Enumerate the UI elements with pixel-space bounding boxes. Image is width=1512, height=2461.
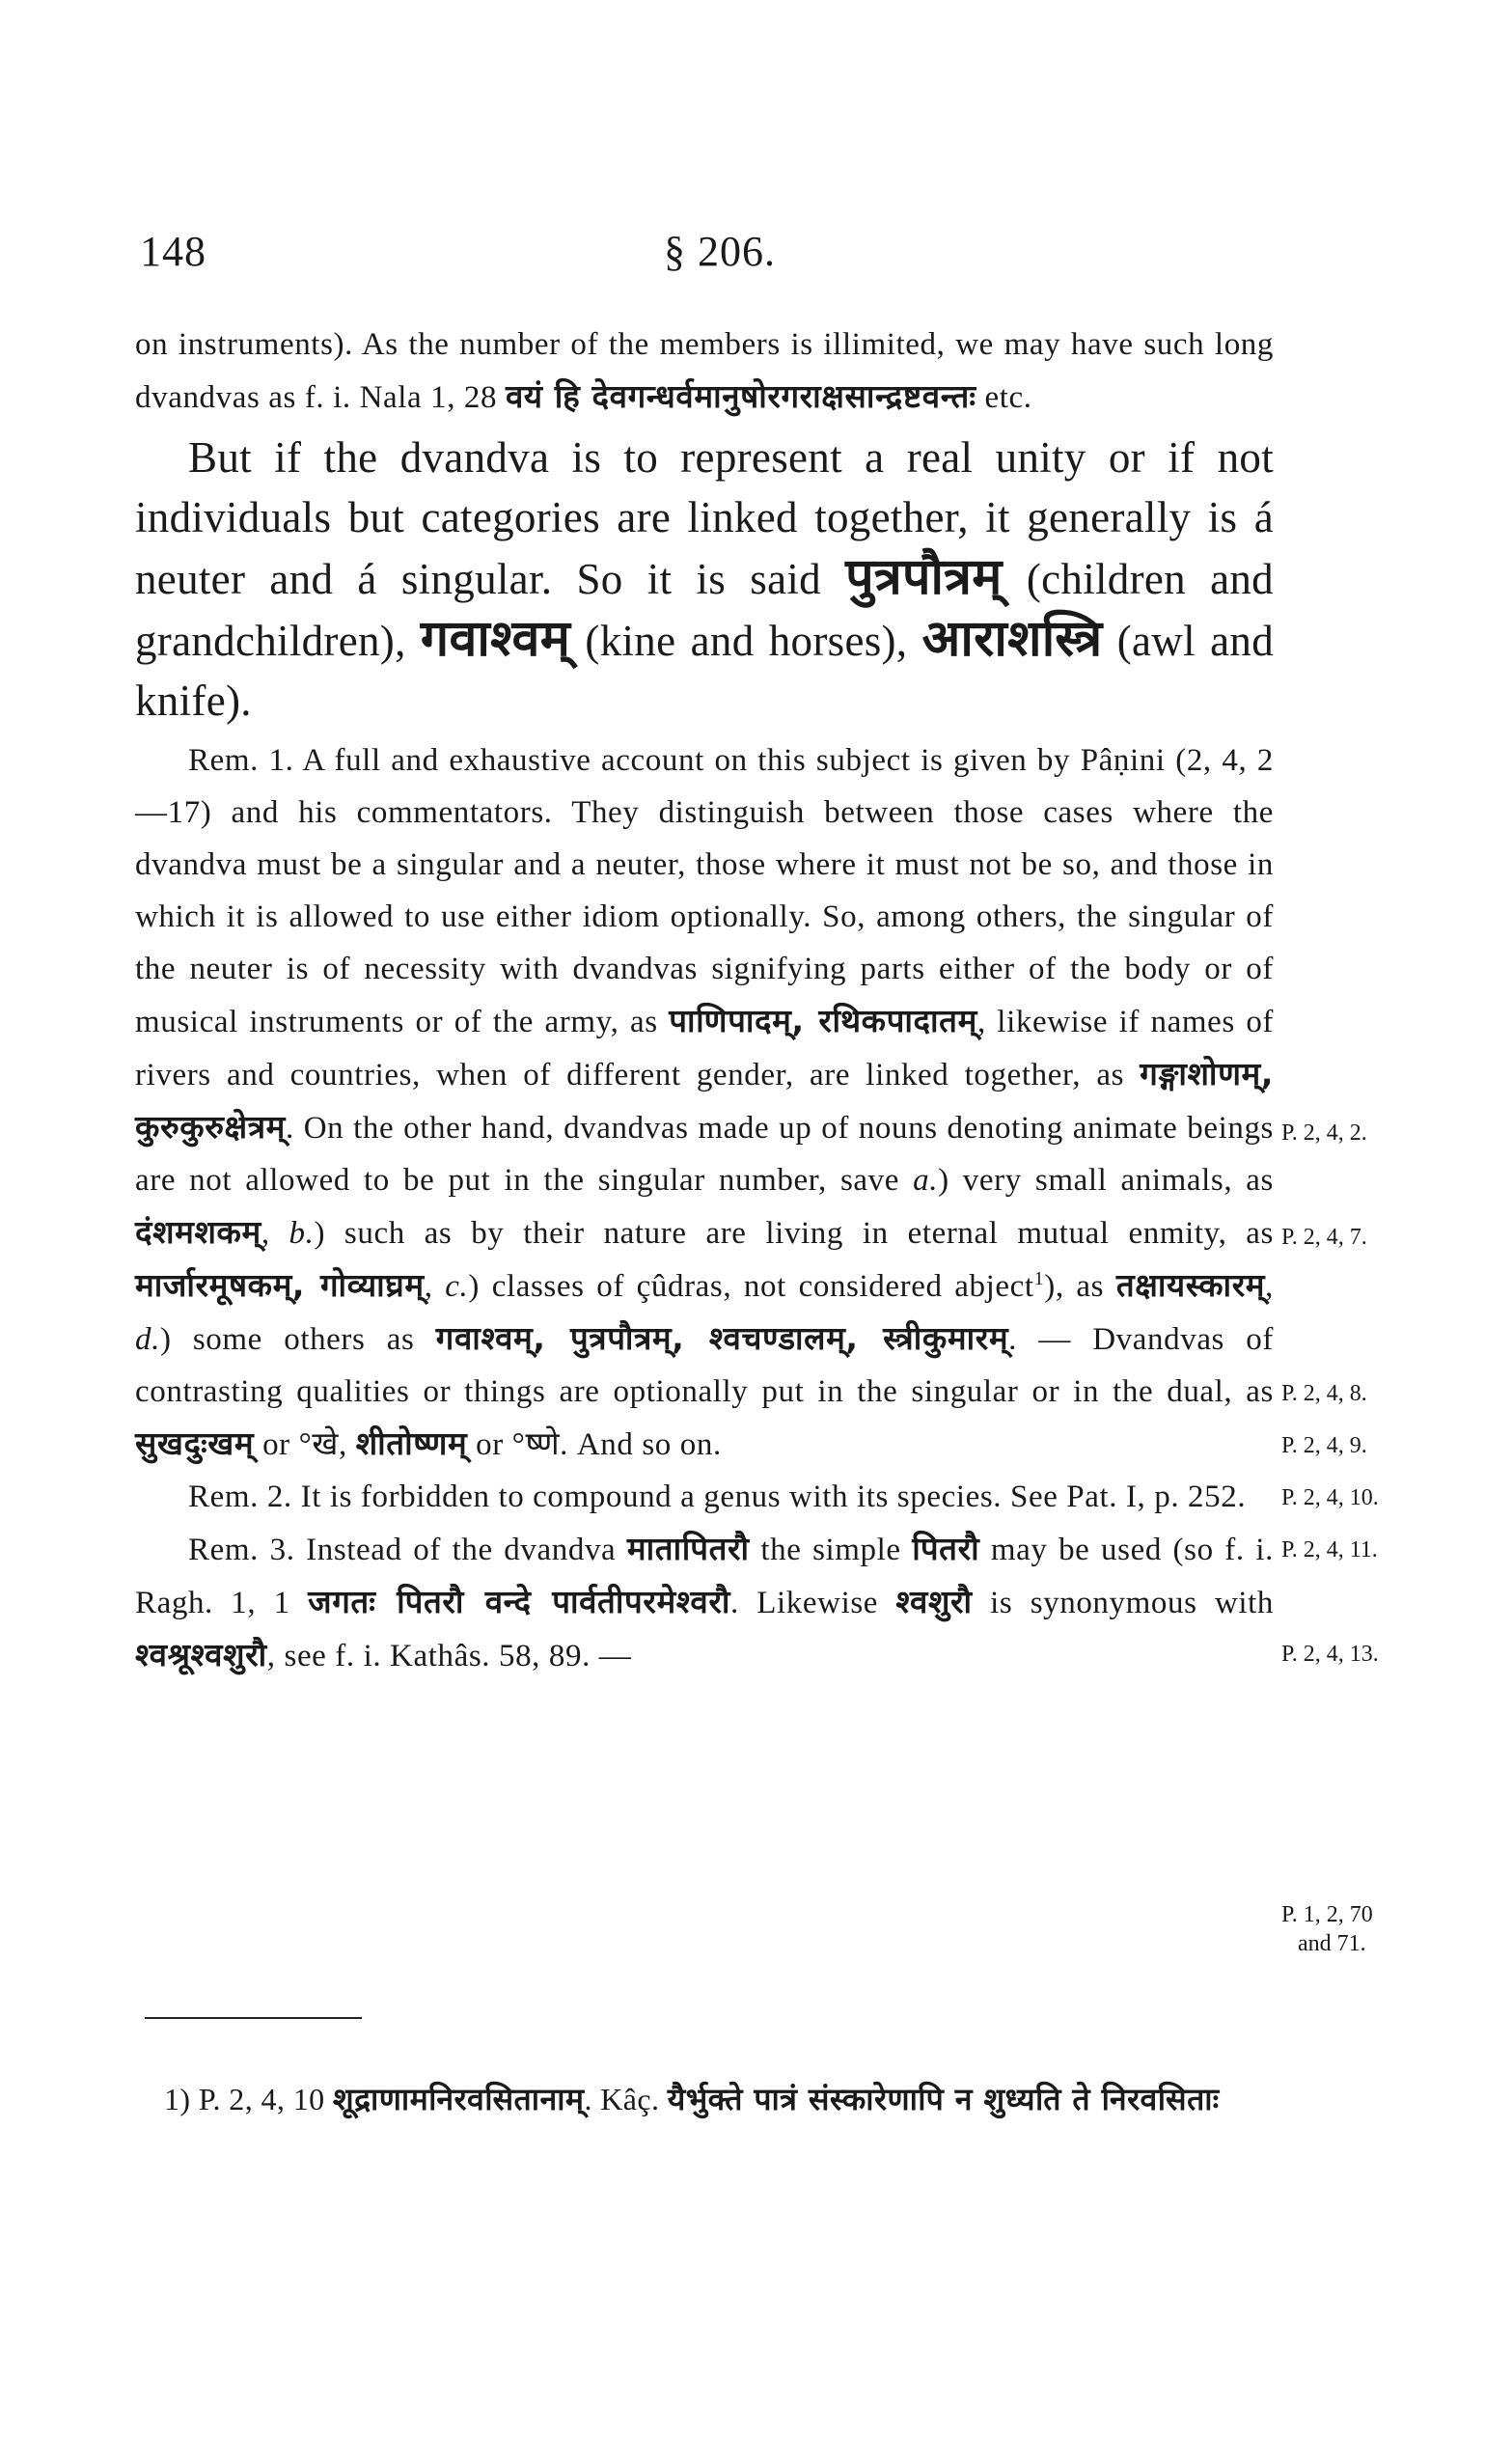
sanskrit-text: पाणिपादम्, रथिकपादातम् [669, 1002, 977, 1039]
remark-3 [135, 1523, 1274, 1682]
margin-reference: P. 2, 4, 7. [1281, 1225, 1367, 1250]
margin-reference: P. 2, 4, 13. [1281, 1642, 1379, 1667]
text-run: or °खे, [254, 1427, 356, 1462]
margin-reference: P. 2, 4, 9. [1281, 1433, 1367, 1458]
text-run: , likewise if names of rivers and countries, when of different gender, are linked together, as [135, 1005, 1275, 1092]
sanskrit-text: शूद्राणामनिरवसितानाम् [332, 2081, 585, 2117]
margin-reference: P. 2, 4, 11. [1281, 1537, 1378, 1562]
margin-reference: P. 1, 2, 70 [1281, 1902, 1373, 1927]
margin-reference: P. 2, 4, 2. [1281, 1120, 1367, 1146]
text-run: , [1265, 1269, 1274, 1304]
remark-1 [135, 734, 1274, 1471]
text-run: , see f. i. Kathâs. 58, 89. — [266, 1639, 632, 1673]
text-run: on instruments). As the number of the members is illimited, we may have such long dvandvas as f. i. Nala 1, 28 [135, 327, 1274, 415]
margin-reference: P. 2, 4, 8. [1281, 1381, 1367, 1406]
footnote-ref[interactable]: 1 [1033, 1268, 1045, 1289]
margin-reference: and 71. [1298, 1931, 1366, 1956]
sanskrit-text: मातापितरौ [626, 1530, 750, 1567]
text-run: may be used (so f. i. Ragh. 1, 1 [135, 1533, 1274, 1620]
sanskrit-text: शीतोष्णम् [355, 1424, 468, 1462]
text-run: . — Dvandvas of contrasting qualities or things are optionally put in the singular or in the dual, as [135, 1322, 1274, 1409]
text-run: , [424, 1269, 446, 1304]
sanskrit-text: श्वश्रूश्वशुरौ [135, 1636, 267, 1673]
list-marker: d. [135, 1322, 160, 1357]
text-run: (kine and horses), [570, 617, 922, 665]
sanskrit-text: श्वशुरौ [895, 1583, 973, 1620]
sanskrit-text: तक्षायस्कारम् [1115, 1266, 1266, 1304]
list-marker: a. [913, 1163, 939, 1198]
text-run: . On the other hand, dvandvas made up of nouns denoting animate beings are not allowed to be put in the singular number, save [135, 1111, 1274, 1198]
text-run: . Kâç. [584, 2082, 668, 2116]
sanskrit-text: गङ्गाशोणम्, कुरुकुरुक्षेत्रम् [135, 1055, 1274, 1146]
text-run: Rem. 1. A full and exhaustive account on this subject is given by Pâṇini (2, 4, 2—17) and his commentators. They distinguish between those cases where the dvandva must be a singular and a neuter, those where it must not be so, and those in which it is allowed to use either idiom optionally. So, among others, the singular of the neuter is of necessity with dvandvas signifying parts either of the body or of musical instruments or of the army, as [135, 743, 1274, 1039]
text-run: (awl and knife). [135, 617, 1275, 725]
text-run: ) classes of çûdras, not considered abject [468, 1269, 1034, 1304]
sanskrit-text: गवाश्वम् [420, 610, 571, 668]
sanskrit-text: आराशस्त्रि [921, 610, 1103, 668]
footnote [164, 2073, 1274, 2125]
sanskrit-text: जगतः पितरौ वन्दे पार्वतीपरमेश्वरौ [308, 1583, 731, 1620]
text-run: , [261, 1216, 289, 1251]
text-run: . Likewise [730, 1586, 896, 1620]
page-number: 148 [140, 228, 206, 275]
text-run: ) such as by their nature are living in eternal mutual enmity, as [314, 1216, 1274, 1251]
remark-2 [135, 1471, 1274, 1523]
text-run: ) some others as [159, 1322, 436, 1357]
paragraph-continuation [135, 318, 1274, 424]
text-run: the simple [749, 1533, 913, 1567]
text-run: or °ष्णे. And so on. [467, 1427, 722, 1462]
sanskrit-text: वयं हि देवगन्धर्वमानुषोरगराक्षसान्द्रष्टवन्तः [505, 377, 976, 415]
text-run: is synonymous with [972, 1586, 1275, 1620]
text-run: etc. [976, 380, 1032, 415]
sanskrit-text: मार्जारमूषकम्, गोव्याघ्रम् [135, 1266, 425, 1304]
text-run: But if the dvandva is to represent a real unity or if not individuals but categories are linked together, it generally is á neuter and á singular. So it is said [135, 433, 1274, 603]
text-run: ) very small animals, as [938, 1163, 1274, 1198]
text-run: 1) P. 2, 4, 10 [164, 2082, 333, 2116]
sanskrit-text: यैर्भुक्ते पात्रं संस्कारेणापि न शुध्यति ते निरवसिताः [667, 2081, 1220, 2117]
text-run: (children and grandchildren), [135, 555, 1274, 665]
text-run: Rem. 2. It is forbidden to compound a genus with its species. See Pat. I, p. 252. [188, 1479, 1247, 1514]
footnote-divider [145, 2017, 362, 2019]
list-marker: c. [445, 1269, 469, 1304]
margin-reference: P. 2, 4, 10. [1281, 1485, 1379, 1510]
text-run: ), as [1044, 1269, 1116, 1304]
sanskrit-text: पुत्रपौत्रम् [845, 548, 1003, 606]
sanskrit-text: गवाश्वम्, पुत्रपौत्रम्, श्वचण्डालम्, स्त्रीकुमारम् [435, 1319, 1009, 1357]
sanskrit-text: सुखदुःखम् [135, 1424, 255, 1462]
paragraph-main [135, 428, 1274, 731]
section-header: § 206. [664, 228, 776, 275]
sanskrit-text: पितरौ [912, 1530, 980, 1567]
list-marker: b. [289, 1216, 315, 1251]
text-run: Rem. 3. Instead of the dvandva [188, 1533, 627, 1567]
sanskrit-text: दंशमशकम् [135, 1213, 261, 1251]
main-text [135, 318, 1274, 1682]
